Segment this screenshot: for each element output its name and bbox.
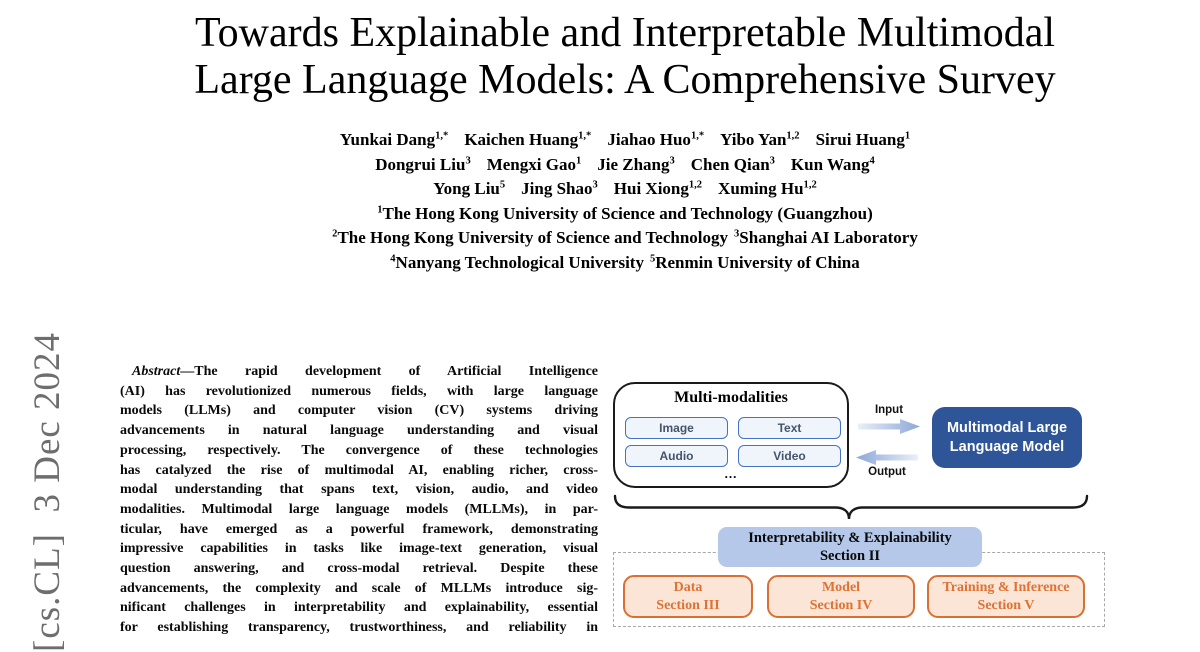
modality-audio: Audio <box>625 445 728 467</box>
section-box-data <box>623 575 753 618</box>
author: Kaichen Huang$^{1,*}$ <box>464 130 592 149</box>
modality-video: Video <box>738 445 841 467</box>
abstract-line: advancements, the complexity and scale of MLLMs introduce sig- <box>120 580 598 596</box>
interpretability-line2: Section II <box>819 548 881 564</box>
paper-title-line1: Towards Explainable and Interpretable Multimodal <box>194 10 1056 56</box>
author: Jing Shao$^3$ <box>521 179 598 198</box>
author: Kun Wang$^4$ <box>790 154 875 174</box>
output-label: Output <box>868 466 906 478</box>
section-training-title: Training & Inference <box>942 579 1070 595</box>
section-training-section: Section V <box>977 597 1035 613</box>
author: Dongrui Liu$^3$ <box>375 154 471 174</box>
author: Sirui Huang$^1$ <box>815 130 911 149</box>
affiliation: $^2$The Hong Kong University of Science and Technology <box>332 228 729 247</box>
author: Jie Zhang$^3$ <box>597 154 675 174</box>
mllm-line2: Language Model <box>949 438 1065 455</box>
author-row <box>40 128 1200 153</box>
author: Xuming Hu$^{1,2}$ <box>718 179 817 198</box>
abstract-label: Abstract <box>132 364 181 379</box>
affiliation: $^3$Shanghai AI Laboratory <box>734 228 918 247</box>
affiliation-row <box>40 251 1200 276</box>
author-block <box>40 128 1200 275</box>
affiliation: $^4$Nanyang Technological University <box>390 252 644 272</box>
mllm-box <box>932 407 1082 468</box>
modality-ellipsis: ... <box>724 466 738 481</box>
section-box-training <box>927 575 1085 618</box>
modality-image: Image <box>625 417 728 439</box>
abstract-line: processing, respectively. The convergence of these technologies <box>120 442 598 458</box>
input-label: Input <box>874 404 904 416</box>
author: Chen Qian$^3$ <box>690 154 775 174</box>
author-row <box>40 153 1200 178</box>
affiliation-row <box>40 202 1200 227</box>
section-box-model <box>767 575 915 618</box>
input-arrow-icon <box>858 419 920 434</box>
figure-overview <box>600 340 1200 648</box>
abstract-line: ticular, have emerged as a powerful framework, demonstrating <box>120 521 598 537</box>
brace-icon <box>613 494 1089 521</box>
abstract-line: modal understanding that spans text, vision, audio, and video <box>120 482 598 498</box>
abstract <box>120 362 598 638</box>
abstract-line: modalities. Multimodal large language models (MLLMs), in par- <box>120 501 598 517</box>
interpretability-box <box>718 527 982 567</box>
abstract-line: impressive capabilities in tasks like image-text generation, visual <box>120 541 598 557</box>
author: Hui Xiong$^{1,2}$ <box>613 179 703 198</box>
author: Yong Liu$^5$ <box>433 179 506 198</box>
abstract-line: question answering, and cross-modal retrieval. Despite these <box>120 561 598 577</box>
abstract-line: advancements in natural language understanding and visual <box>120 423 598 439</box>
section-data-section: Section III <box>656 597 720 613</box>
paper-title-line2: Large Language Models: A Comprehensive Survey <box>194 57 1056 103</box>
modality-text: Text <box>738 417 841 439</box>
author: Jiahao Huo$^{1,*}$ <box>607 130 705 149</box>
abstract-line: for establishing transparency, trustworthiness, and reliability in <box>120 620 598 636</box>
author: Mengxi Gao$^1$ <box>486 154 582 174</box>
abstract-line: nificant challenges in interpretability and explainability, essential <box>120 600 598 616</box>
output-arrow-icon <box>856 450 918 465</box>
section-model-title: Model <box>821 579 861 595</box>
multi-modalities-title: Multi-modalities <box>674 389 788 406</box>
author: Yibo Yan$^{1,2}$ <box>720 130 800 149</box>
section-model-section: Section IV <box>809 597 873 613</box>
multi-modalities-box <box>613 382 849 488</box>
affiliation-row <box>40 226 1200 251</box>
arxiv-stamp: [cs.CL] 3 Dec 2024 <box>27 331 68 652</box>
affiliation: $^5$Renmin University of China <box>649 252 860 272</box>
abstract-line: Abstract—The rapid development of Artificial Intelligence <box>132 364 598 379</box>
abstract-line: (AI) has revolutionized numerous fields, with large language <box>120 383 598 399</box>
author-row <box>40 177 1200 202</box>
affiliation: $^1$The Hong Kong University of Science and Technology (Guangzhou) <box>377 203 873 223</box>
abstract-line: models (LLMs) and computer vision (CV) systems driving <box>120 403 598 419</box>
interpretability-line1: Interpretability & Explainability <box>748 530 952 546</box>
section-data-title: Data <box>673 579 703 595</box>
abstract-line: has catalyzed the rise of multimodal AI, enabling richer, cross- <box>120 462 598 478</box>
author: Yunkai Dang$^{1,*}$ <box>339 130 449 149</box>
mllm-line1: Multimodal Large <box>946 419 1068 436</box>
paper-title <box>40 10 1200 104</box>
